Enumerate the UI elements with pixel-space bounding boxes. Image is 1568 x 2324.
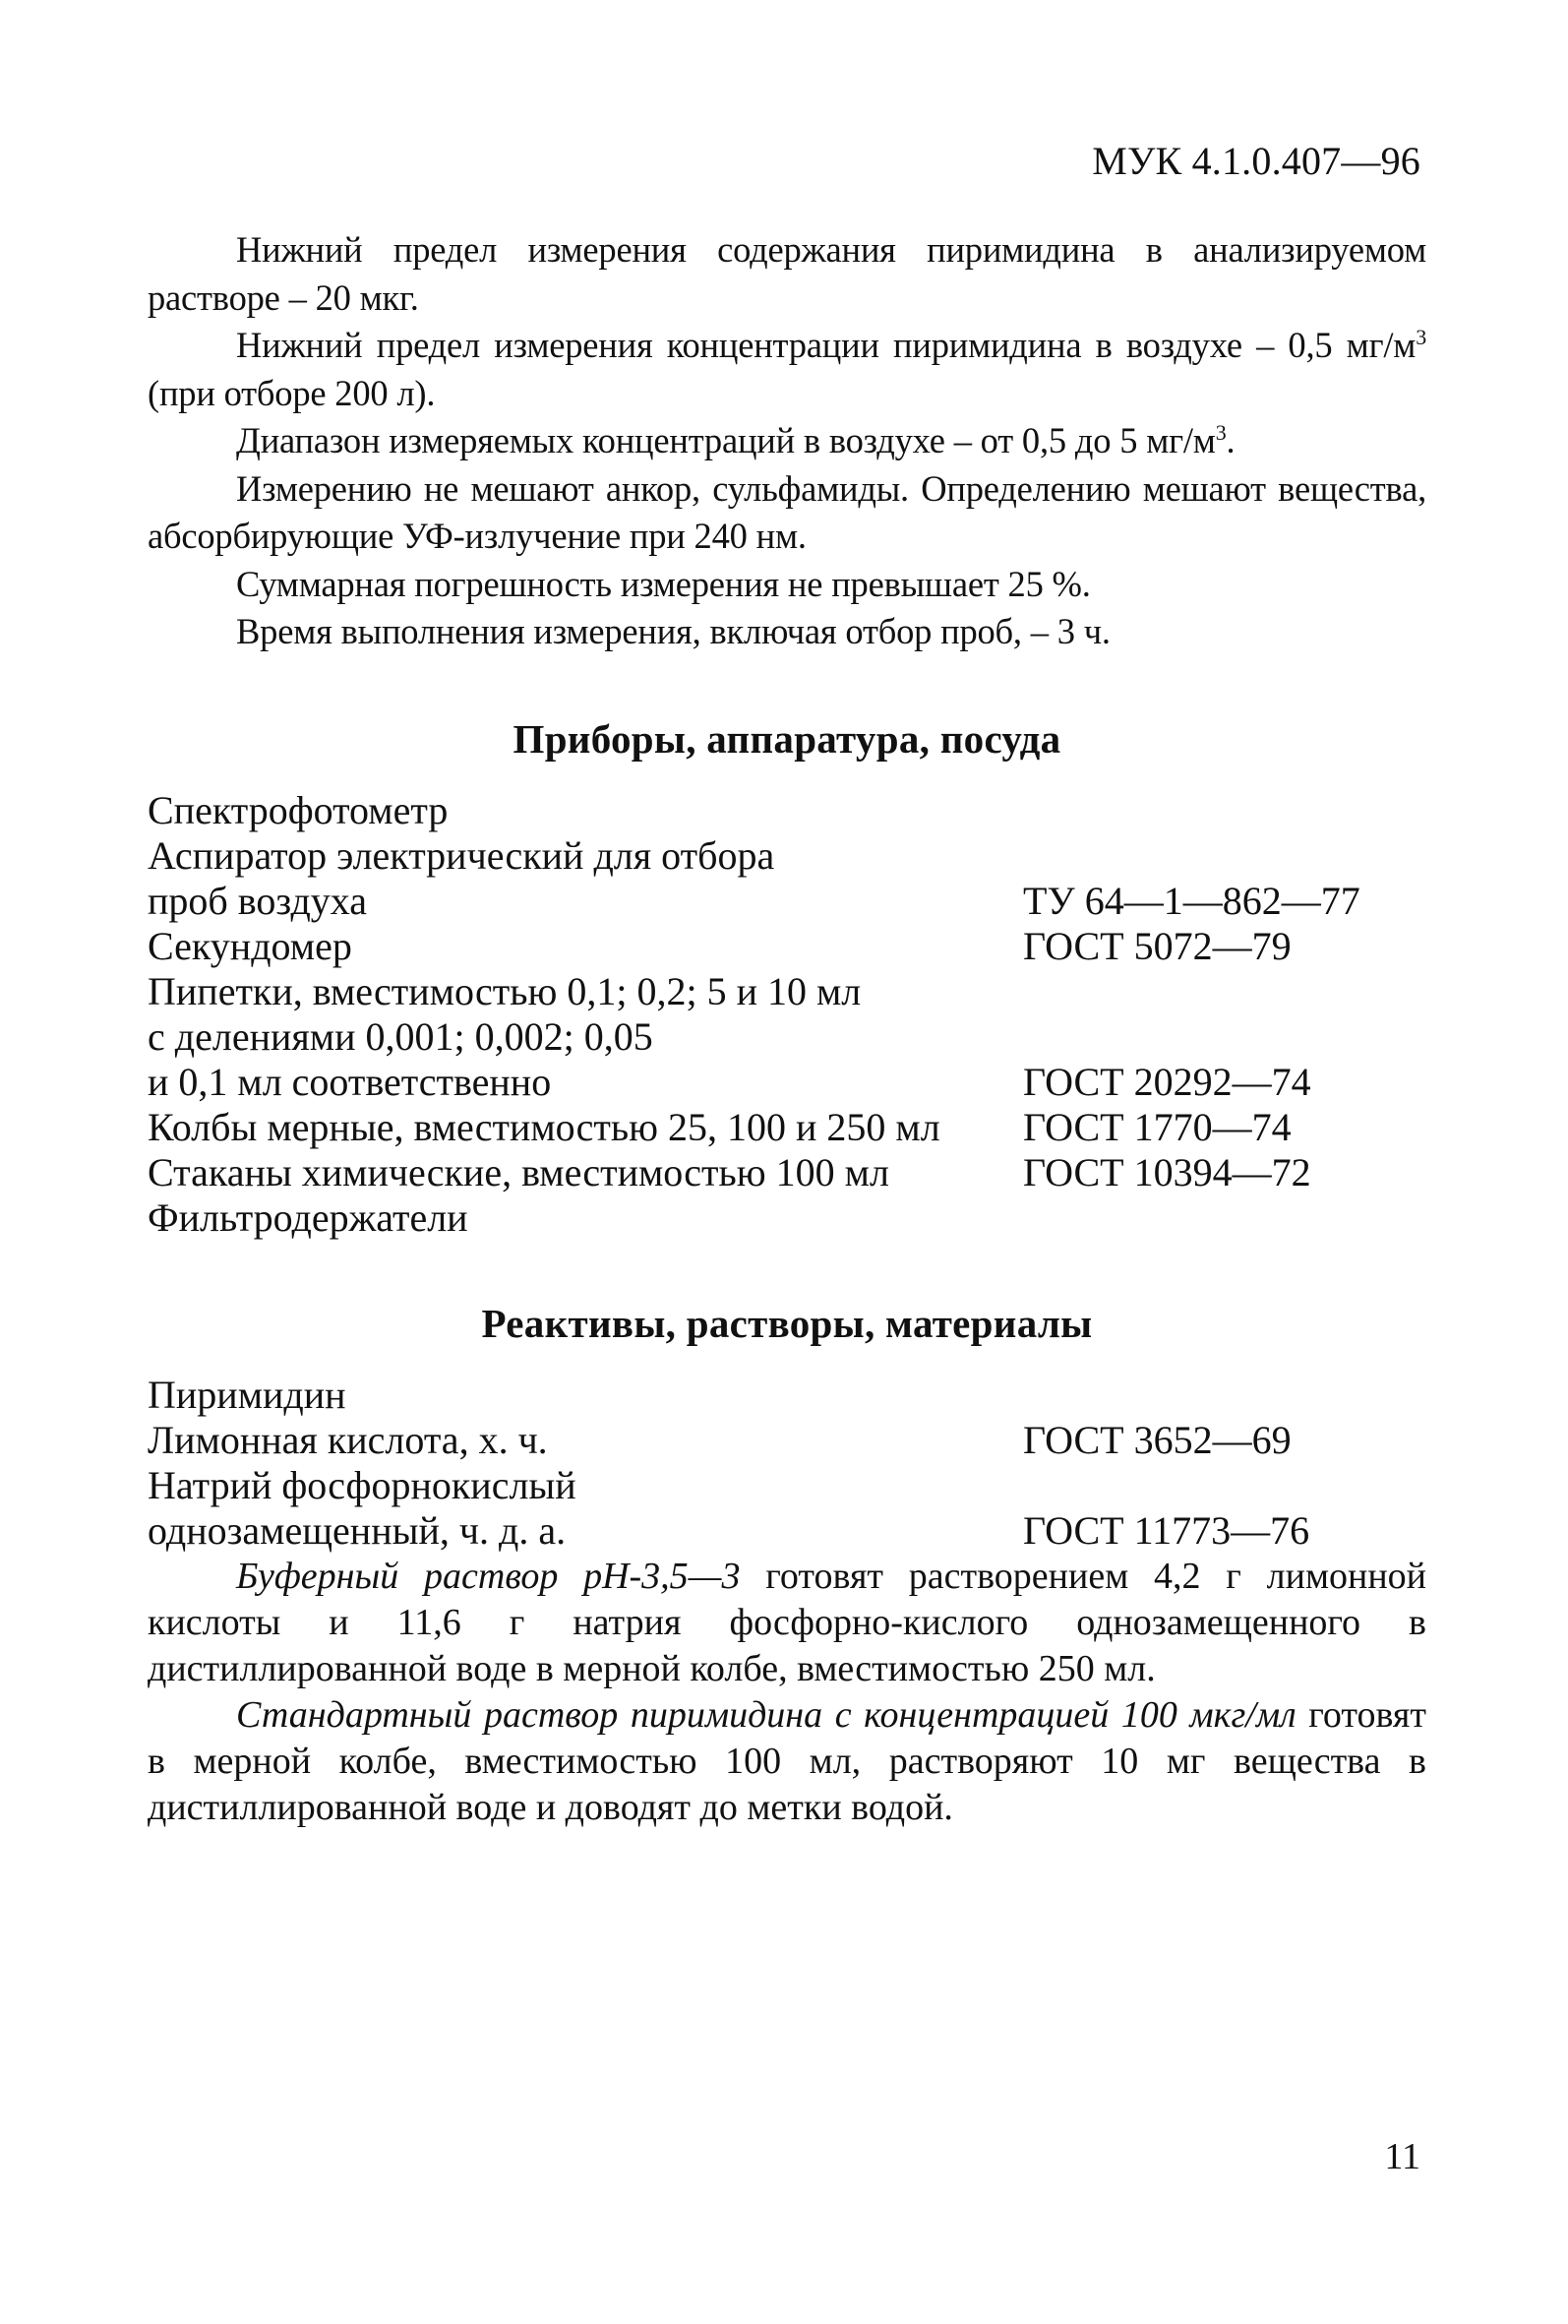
standard-solution-term: Стандартный раствор пиримидина с концентрацией 100 мкг/мл [236, 1693, 1297, 1736]
list-item [148, 924, 1426, 969]
list-item [148, 1150, 1426, 1195]
item-name: проб воздуха [148, 878, 368, 923]
intro-paragraph-3-text: Диапазон измеряемых концентраций в воздухе – от 0,5 до 5 мг/м [236, 420, 1216, 460]
item-standard: ГОСТ 11773—76 [1023, 1507, 1310, 1553]
superscript: 3 [1215, 419, 1227, 445]
buffer-solution-paragraph [148, 1554, 1426, 1692]
reagents-section-title: Реактивы, растворы, материалы [481, 1300, 1093, 1346]
list-item [148, 879, 1426, 924]
list-item [148, 1195, 1426, 1241]
list-item [148, 969, 1426, 1014]
intro-paragraph-2-text: Нижний предел измерения концентрации пиримидина в воздухе – 0,5 мг/м [236, 325, 1417, 365]
list-item [148, 1463, 1426, 1508]
superscript: 3 [1416, 324, 1426, 349]
item-name: Колбы мерные, вместимостью 25, 100 и 250 мл [148, 1104, 940, 1149]
intro-paragraph-5: Суммарная погрешность измерения не превышает 25 %. [236, 563, 1091, 604]
intro-paragraph-2 [148, 322, 1426, 417]
item-standard: ГОСТ 20292—74 [1023, 1059, 1311, 1104]
buffer-solution-term: Буферный раствор рН-3,5—3 [236, 1555, 741, 1597]
list-item [148, 1508, 1426, 1554]
intro-paragraph-3 [148, 417, 1426, 465]
item-name: Пиримидин [148, 1372, 346, 1417]
item-name: однозамещенный, ч. д. а. [148, 1507, 567, 1553]
list-item [148, 1014, 1426, 1060]
item-standard: ГОСТ 3652—69 [1023, 1417, 1292, 1462]
item-standard: ГОСТ 5072—79 [1023, 923, 1292, 968]
equipment-section-title: Приборы, аппаратура, посуда [513, 715, 1061, 762]
page-number: 11 [1384, 2136, 1420, 2177]
intro-paragraph-1: Нижний предел измерения содержания пиримидина в анализируемом растворе – 20 мкг. [148, 229, 1426, 318]
equipment-list [148, 788, 1426, 1241]
item-name: Лимонная кислота, х. ч. [148, 1417, 548, 1462]
document-code: МУК 4.1.0.407—96 [1092, 139, 1420, 183]
intro-paragraph-4: Измерению не мешают анкор, сульфамиды. Определению мешают вещества, абсорбирующие УФ-излучение при 240 нм. [148, 467, 1426, 556]
item-name: и 0,1 мл соответственно [148, 1059, 552, 1104]
list-item [148, 1373, 1426, 1418]
item-standard: ГОСТ 1770—74 [1023, 1104, 1292, 1149]
intro-paragraph-2-tail: (при отборе 200 л). [148, 372, 436, 413]
item-name: Натрий фосфорнокислый [148, 1462, 576, 1507]
item-name: Пипетки, вместимостью 0,1; 0,2; 5 и 10 мл [148, 968, 862, 1013]
standard-solution-paragraph [148, 1692, 1426, 1831]
item-name: с делениями 0,001; 0,002; 0,05 [148, 1013, 653, 1059]
item-name: Секундомер [148, 923, 352, 968]
list-item [148, 1105, 1426, 1150]
item-standard: ТУ 64—1—862—77 [1023, 878, 1360, 923]
item-name: Стаканы химические, вместимостью 100 мл [148, 1149, 889, 1194]
item-name: Спектрофотометр [148, 787, 449, 832]
buffer-solution-text: готовят растворением 4,2 г лимонной кислоты и 11,6 г натрия фосфорно-кислого однозамещенного в дистиллированной воде в мерной колбе, вместимостью 250 мл. [148, 1555, 1427, 1689]
list-item [148, 1418, 1426, 1463]
page-content [148, 226, 1426, 1831]
reagents-list [148, 1373, 1426, 1554]
intro-paragraph-3-tail: . [1226, 420, 1236, 460]
list-item [148, 788, 1426, 833]
item-standard: ГОСТ 10394—72 [1023, 1149, 1311, 1194]
item-name: Аспиратор электрический для отбора [148, 832, 775, 878]
standard-solution-text: готовят в мерной колбе, вместимостью 100 мл, растворяют 10 мг вещества в дистиллированной воде и доводят до метки водой. [148, 1693, 1426, 1828]
list-item [148, 1060, 1426, 1105]
item-name: Фильтродержатели [148, 1194, 468, 1240]
list-item [148, 833, 1426, 879]
intro-paragraph-6: Время выполнения измерения, включая отбор проб, – 3 ч. [236, 611, 1111, 651]
